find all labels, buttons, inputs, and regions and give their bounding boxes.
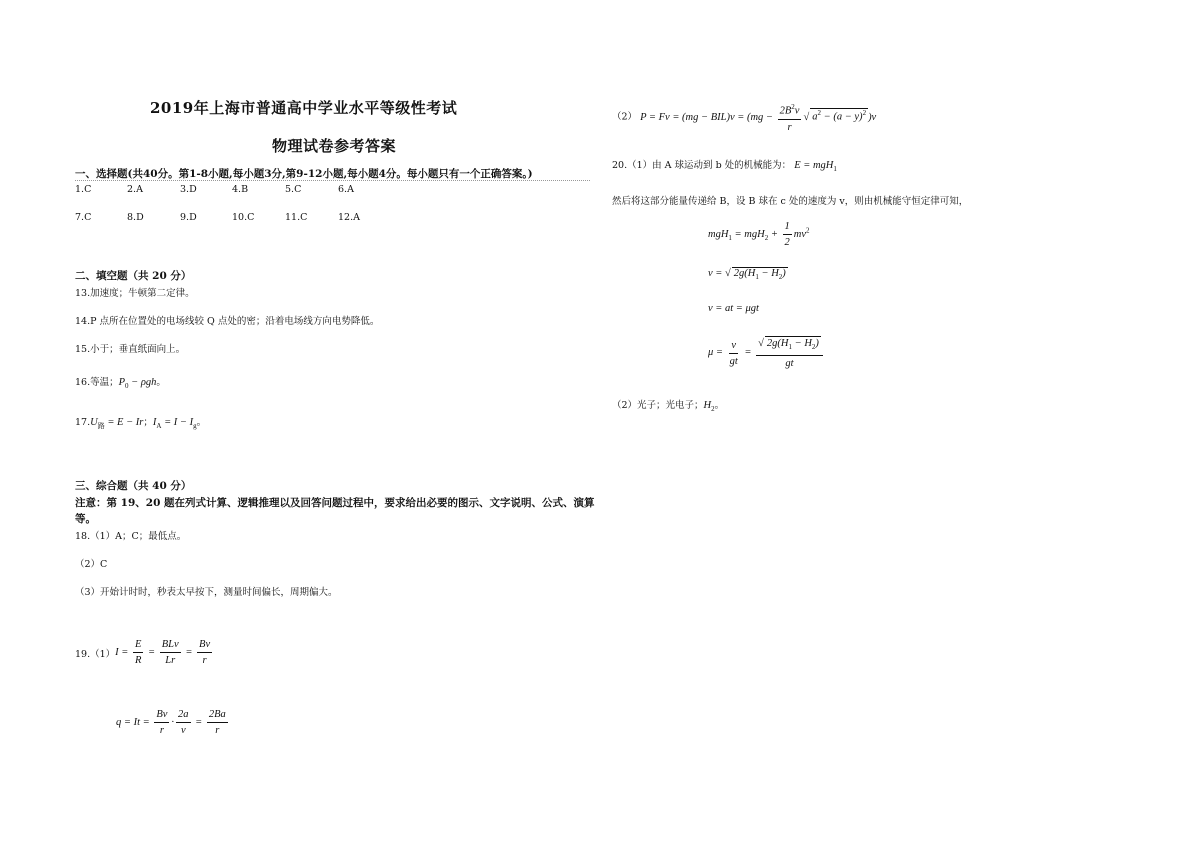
answer-item: 8.D (127, 212, 144, 223)
answer-item: 6.A (338, 184, 354, 195)
answer-19-1-label: 19.（1） (75, 648, 116, 660)
page-title: 2019年上海市普通高中学业水平等级性考试 (150, 99, 458, 117)
answer-item: 3.D (180, 184, 197, 195)
answer-13: 13.加速度；牛顿第二定律。 (75, 288, 195, 299)
answer-item: 5.C (285, 184, 302, 195)
answer-15: 15.小于；垂直纸面向上。 (75, 344, 186, 355)
answer-14: 14.P 点所在位置处的电场线较 Q 点处的密；沿着电场线方向电势降低。 (75, 316, 380, 327)
formula-conservation: mgH$_1$ = mgH$_2$ + $\frac{1}{2}$ $mv^2$ (708, 221, 810, 248)
answer-item: 11.C (285, 212, 308, 223)
answer-19-2-label: （2） (612, 111, 638, 123)
answer-item: 2.A (127, 184, 143, 195)
answer-20-explanation: 然后将这部分能量传递给 B，设 B 球在 c 处的速度为 v，则由机械能守恒定律可知， (612, 196, 969, 207)
answer-20-2 (612, 397, 724, 413)
formula-mu: μ = $\frac{v}{gt}$ = $\frac{√ 2g(H_1 - H_2)}{gt}$ (708, 336, 825, 370)
answer-17-label: 17. (75, 417, 91, 428)
answer-18-2: （2）C (75, 559, 108, 570)
answer-17-end: 。 (196, 417, 207, 428)
formula-velocity: v = √ $2g(H_1 - H_2)$ (708, 268, 786, 282)
section-3-note-cont: 等。 (75, 513, 96, 525)
section-1-heading: 一、选择题(共40分。第1-8小题,每小题3分,第9-12小题,每小题4分。每小题只有一个正确答案。) (75, 168, 533, 180)
formula-velocity-friction: v = at = μgt (708, 303, 759, 314)
answer-16 (75, 374, 166, 390)
answer-18-3: （3）开始计时时，秒表太早按下，测量时间偏长，周期偏大。 (75, 587, 338, 598)
answer-20-1 (612, 157, 837, 173)
answer-17 (75, 414, 206, 431)
divider (75, 180, 590, 181)
answer-item: 9.D (180, 212, 197, 223)
answer-item: 12.A (338, 212, 360, 223)
formula-voltage: $U_路 = E - Ir$ (90, 417, 144, 431)
formula-current: $I_A = I - I_g$ (152, 417, 197, 431)
answer-16-label: 16.等温； (75, 377, 119, 388)
answer-18-1: 18.（1）A；C；最低点。 (75, 531, 187, 542)
formula-charge-19: q = It = $\frac{Bv}{r}$ · $\frac{2a}{v}$ = $\frac{2Ba}{r}$ (116, 709, 226, 736)
page-subtitle: 物理试卷参考答案 (272, 137, 397, 155)
answer-20-2-label: （2）光子；光电子； (612, 400, 704, 411)
section-3-heading: 三、综合题（共 40 分） (75, 480, 192, 492)
formula-hydrogen: $H_2$ (703, 400, 715, 414)
answer-item: 7.C (75, 212, 92, 223)
answer-20-2-end: 。 (714, 400, 725, 411)
answer-19-1 (75, 638, 214, 667)
answer-19-2 (612, 101, 876, 134)
answer-20-1-text: 20.（1）由 A 球运动到 b 处的机械能为： (612, 160, 792, 171)
formula-current-19: I = $\frac{E}{R}$ = $\frac{\text{BLv}}{Lr}$ = $\frac{Bv}{r}$ (115, 639, 211, 666)
section-3-note: 注意：第 19、20 题在列式计算、逻辑推理以及回答问题过程中，要求给出必要的图示、文字说明、公式、演算 (75, 497, 595, 509)
formula-power: P = Fv = (mg − BIL)v = (mg − $\frac{2B^2v}{r}$ √ $a^2 - (a - y)^2$ )v (640, 103, 877, 133)
answer-17-sep: ； (143, 417, 153, 428)
formula-pressure: $P_0 - \rho gh$ (118, 377, 157, 391)
formula-energy: E = mgH$_1$ (794, 160, 837, 174)
answer-16-end: 。 (156, 377, 166, 388)
section-2-heading: 二、填空题（共 20 分） (75, 270, 192, 282)
answer-item: 4.B (232, 184, 249, 195)
answer-item: 10.C (232, 212, 255, 223)
answer-item: 1.C (75, 184, 92, 195)
